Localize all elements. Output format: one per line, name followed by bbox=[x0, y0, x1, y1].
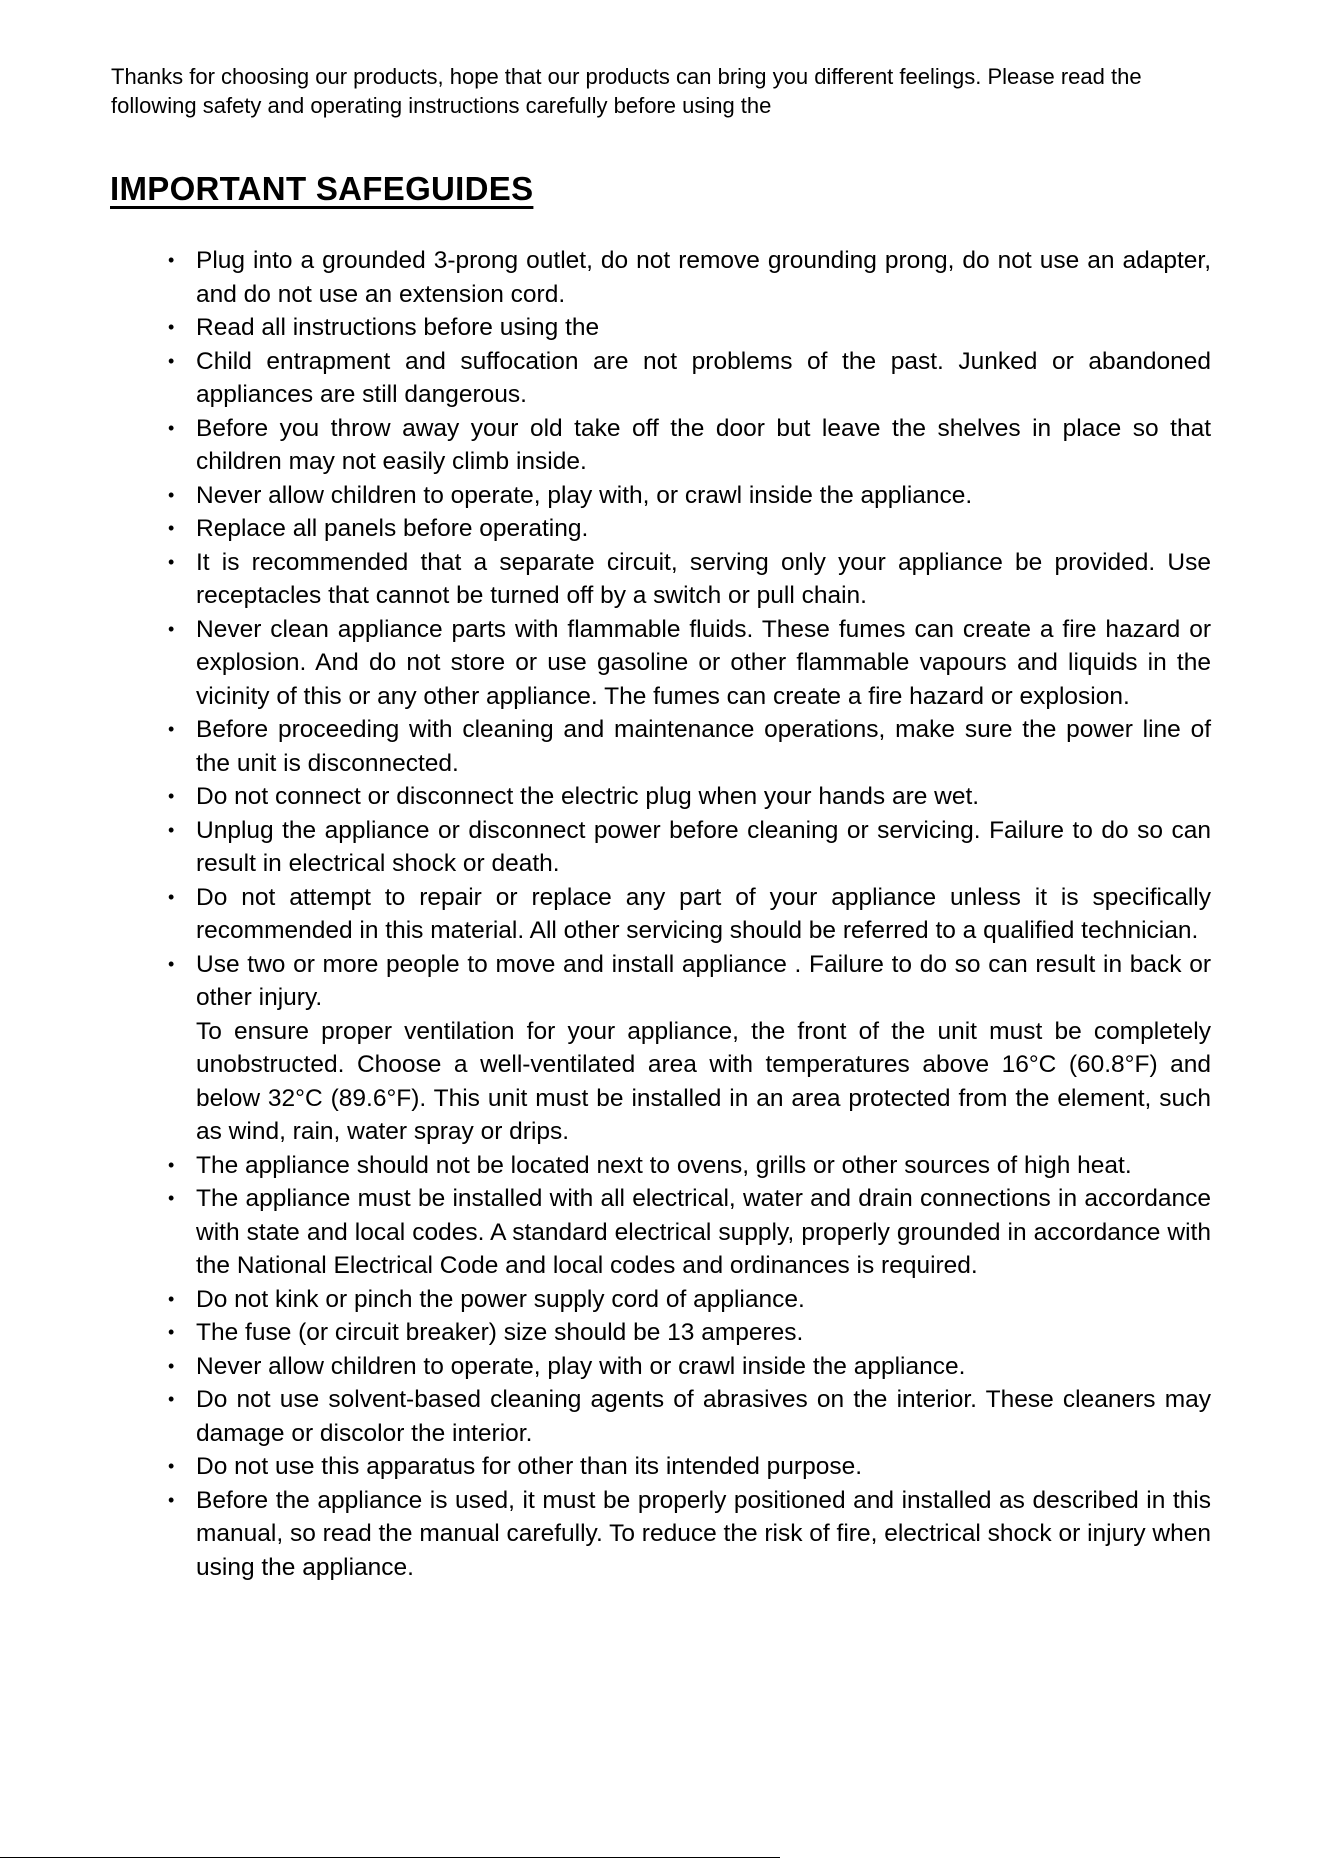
safeguard-item: • Never clean appliance parts with flammable fluids. These fumes can create a fire hazard or explosion. And do not store or use gasoline or other flammable vapours and liquids in the vicinity of this or any other appliance. The fumes can create a fire hazard or explosion. bbox=[196, 613, 1211, 714]
safeguard-item: • Do not kink or pinch the power supply cord of appliance. bbox=[196, 1283, 1211, 1317]
page-title: IMPORTANT SAFEGUIDES bbox=[110, 170, 534, 207]
safeguard-item: • The appliance should not be located next to ovens, grills or other sources of high heat. bbox=[196, 1149, 1211, 1183]
safeguard-item: • Unplug the appliance or disconnect power before cleaning or servicing. Failure to do so can result in electrical shock or death. bbox=[196, 814, 1211, 881]
safeguards-list bbox=[196, 244, 1211, 1584]
safeguard-item: • Plug into a grounded 3-prong outlet, do not remove grounding prong, do not use an adapter, and do not use an extension cord. bbox=[196, 244, 1211, 311]
safeguard-item: • Replace all panels before operating. bbox=[196, 512, 1211, 546]
footer-divider bbox=[0, 1857, 780, 1858]
safeguard-item: • Do not attempt to repair or replace any part of your appliance unless it is specifically recommended in this material. All other servicing should be referred to a qualified technician. bbox=[196, 881, 1211, 948]
safeguard-item: • Never allow children to operate, play with, or crawl inside the appliance. bbox=[196, 479, 1211, 513]
safeguard-paragraph: To ensure proper ventilation for your appliance, the front of the unit must be completely unobstructed. Choose a well-ventilated area with temperatures above 16°C (60.8°F) and below 32°C (89.6°F). This unit must be installed in an area protected from the element, such as wind, rain, water spray or drips. bbox=[196, 1017, 1211, 1145]
safeguard-item: • Before the appliance is used, it must be properly positioned and installed as described in this manual, so read the manual carefully. To reduce the risk of fire, electrical shock or injury when using the appliance. bbox=[196, 1484, 1211, 1585]
safeguard-item: • Child entrapment and suffocation are not problems of the past. Junked or abandoned appliances are still dangerous. bbox=[196, 345, 1211, 412]
safeguard-item: • The fuse (or circuit breaker) size should be 13 amperes. bbox=[196, 1316, 1211, 1350]
safeguard-item: • Before you throw away your old take off the door but leave the shelves in place so that children may not easily climb inside. bbox=[196, 412, 1211, 479]
safeguard-item: • It is recommended that a separate circuit, serving only your appliance be provided. Use receptacles that cannot be turned off by a switch or pull chain. bbox=[196, 546, 1211, 613]
safeguard-item: • Do not use solvent-based cleaning agents of abrasives on the interior. These cleaners may damage or discolor the interior. bbox=[196, 1383, 1211, 1450]
safeguard-item: • Do not use this apparatus for other than its intended purpose. bbox=[196, 1450, 1211, 1484]
safeguard-item: • Read all instructions before using the bbox=[196, 311, 1211, 345]
safeguard-item: • Do not connect or disconnect the electric plug when your hands are wet. bbox=[196, 780, 1211, 814]
safeguard-item: • Use two or more people to move and install appliance . Failure to do so can result in back or other injury. bbox=[196, 948, 1211, 1015]
safeguard-item: • The appliance must be installed with all electrical, water and drain connections in accordance with state and local codes. A standard electrical supply, properly grounded in accordance with the National Electrical Code and local codes and ordinances is required. bbox=[196, 1182, 1211, 1283]
safeguard-item: • Before proceeding with cleaning and maintenance operations, make sure the power line of the unit is disconnected. bbox=[196, 713, 1211, 780]
safeguard-item: • Never allow children to operate, play with or crawl inside the appliance. bbox=[196, 1350, 1211, 1384]
intro-paragraph: Thanks for choosing our products, hope that our products can bring you different feelings. Please read the following safety and operating instructions carefully before using the bbox=[111, 64, 1142, 118]
